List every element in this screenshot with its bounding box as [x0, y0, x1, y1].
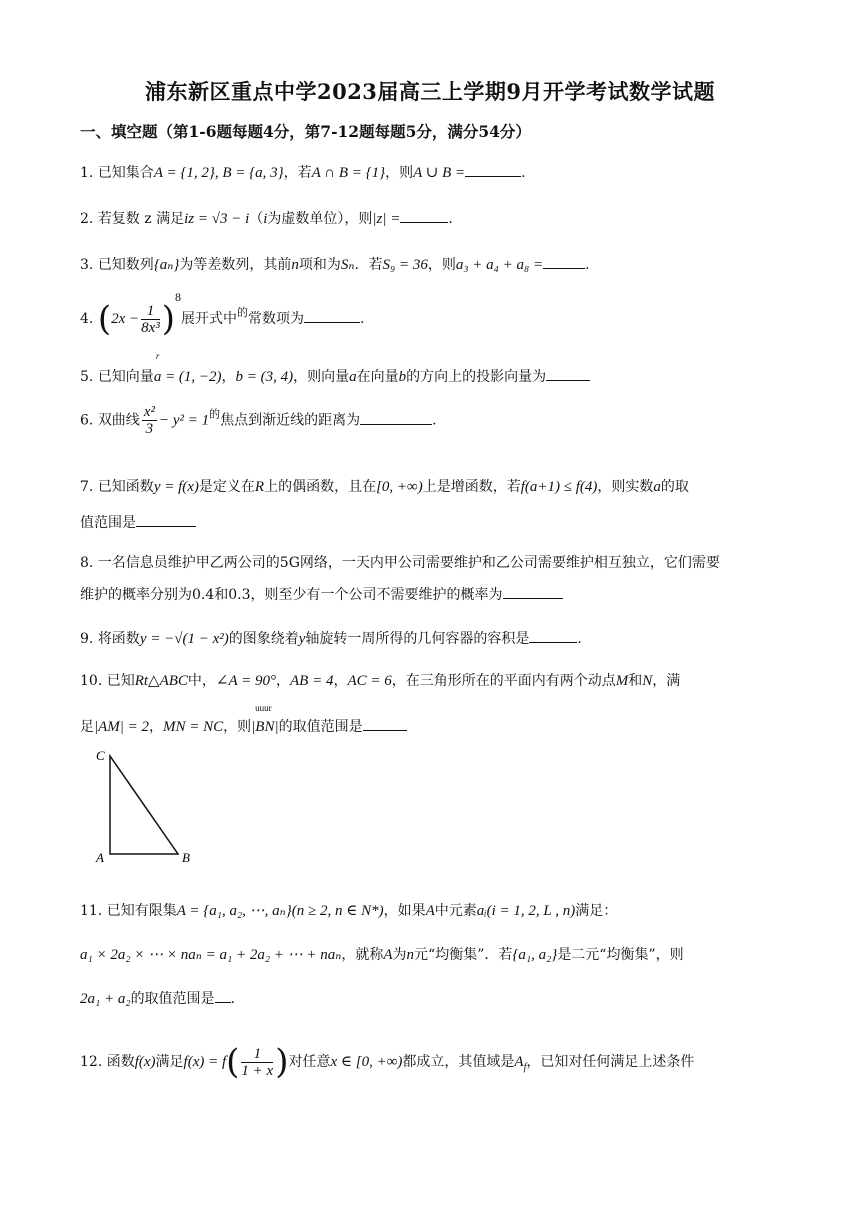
q-math: N [642, 673, 653, 689]
q-math: y = −√(1 − x²) [139, 631, 229, 647]
q-text: 对任意 [288, 1054, 331, 1070]
question-number: 2. [80, 211, 98, 227]
q-math: AB = 4 [290, 673, 334, 689]
q-math: 2x − [111, 311, 140, 327]
q-text: ， [333, 673, 348, 689]
q-text: ，已知对任何满足上述条件 [526, 1054, 695, 1070]
q-math: 2a₁ + a₂ [80, 991, 131, 1007]
triangle-figure [90, 744, 210, 869]
q-text: ，若 [283, 165, 312, 181]
q-math: a₃ + a₄ + a₈ = [455, 257, 544, 273]
vector-bn: |BN| [251, 719, 279, 735]
q-math: f(x) [134, 1054, 156, 1070]
question-number: 1. [80, 165, 98, 181]
question-7-cont [80, 512, 196, 532]
q-math: R [254, 479, 265, 495]
question-12 [80, 1042, 694, 1082]
q-text: 上的偶函数，且在 [264, 479, 377, 495]
q-math: i [263, 211, 268, 227]
q-math: x ∈ [0, +∞) [330, 1054, 403, 1070]
answer-blank[interactable] [363, 716, 407, 731]
question-8-cont [80, 584, 563, 604]
q-text: ，则 [427, 257, 456, 273]
q-text: 的图象绕着 [228, 631, 299, 647]
q-text: 已知集合 [97, 165, 154, 181]
section-heading: 一、填空题（第1-6题每题4分，第7-12题每题5分，满分54分） [80, 122, 531, 141]
q-math: iz = √3 − i [184, 211, 250, 227]
label-b: B [182, 850, 190, 865]
q-text: 上是增函数，若 [422, 479, 521, 495]
answer-blank[interactable] [304, 308, 360, 323]
answer-blank[interactable] [215, 988, 231, 1003]
q-text: 已知函数 [97, 479, 154, 495]
q-text: . [432, 412, 437, 429]
label-a: A [96, 850, 104, 865]
q-math: [0, +∞) [376, 479, 423, 495]
question-7 [80, 476, 689, 496]
question-11-cont2 [80, 988, 235, 1008]
question-number: 5. [80, 369, 98, 385]
q-text: 值范围是 [80, 515, 136, 531]
q-math: b [398, 369, 407, 385]
subscript: f [523, 1061, 527, 1073]
answer-blank[interactable] [543, 254, 585, 269]
question-4 [80, 290, 364, 339]
q-math: ∠A = 90° [215, 673, 277, 689]
q-text: 一名信息员维护甲乙两公司的5G网络，一天内甲公司需要维护和乙公司需要维护相互独立，它们需要 [97, 555, 720, 571]
answer-blank[interactable] [465, 162, 521, 177]
answer-blank[interactable] [529, 628, 577, 643]
q-text: . [360, 311, 365, 327]
q-math: A [514, 1054, 524, 1070]
q-text: 和 [628, 673, 643, 689]
q-text: 展开式中 [181, 311, 238, 327]
frac-den: 3 [145, 421, 154, 437]
question-5 [80, 351, 590, 386]
q-text: 焦点到渐近线的距离为 [220, 412, 361, 429]
q-math: b = (3, 4) [235, 369, 294, 385]
q-text: 满足 [155, 1054, 184, 1070]
q-text: ， [149, 719, 164, 735]
q-math: Rt△ABC [134, 673, 188, 689]
q-text: . [585, 257, 590, 273]
q-text: 的 [209, 407, 221, 421]
question-number: 7. [80, 479, 98, 495]
q-math: A ∩ B = {1} [311, 165, 386, 181]
q-text: 的方向上的投影向量为 [406, 369, 547, 385]
triangle-abc [110, 756, 178, 854]
q-math: − y² = 1 [158, 412, 210, 429]
q-text: 都成立，其值域是 [402, 1054, 515, 1070]
q-math: |AM| = 2 [94, 719, 150, 735]
q-text: 在向量 [356, 369, 399, 385]
q-text: 函数 [106, 1054, 135, 1070]
answer-blank[interactable] [360, 410, 432, 425]
question-6 [80, 404, 437, 437]
frac-num: x² [143, 404, 155, 420]
q-text: ， [221, 369, 236, 385]
q-text: . [230, 991, 236, 1007]
q-text: ， [276, 673, 291, 689]
q-text: 项和为 [298, 257, 341, 273]
q-math: n [291, 257, 299, 273]
answer-blank[interactable] [546, 366, 590, 381]
q-text: 足 [80, 719, 94, 735]
q-text: ，如果 [383, 903, 426, 919]
exam-title: 浦东新区重点中学2023届高三上学期9月开学考试数学试题 [144, 79, 716, 104]
question-10-cont [80, 703, 407, 736]
vector-a: a = (1, −2) [153, 369, 222, 385]
q-text: 为等差数列，其前 [179, 257, 292, 273]
q-text: ．若 [354, 257, 383, 273]
frac-num: 1 [241, 1046, 273, 1063]
q-math: A [425, 903, 435, 919]
q-math: M [615, 673, 629, 689]
right-paren: ) [161, 299, 176, 339]
q-text: 是二元“均衡集”，则 [557, 947, 684, 963]
q-text: ，则 [223, 719, 252, 735]
q-text: （ [249, 211, 264, 227]
q-text: 满足： [575, 903, 618, 919]
question-2 [80, 208, 453, 228]
q-text: 中， [187, 673, 216, 689]
question-3 [80, 254, 590, 274]
q-text: ，则向量 [293, 369, 350, 385]
q-math: {a₁, a₂} [512, 947, 558, 963]
question-number: 4. [80, 311, 98, 327]
q-text: 的取 [660, 479, 689, 495]
question-10 [80, 670, 680, 690]
q-math: AC = 6 [347, 673, 392, 689]
q-math: a [349, 369, 357, 385]
question-number: 8. [80, 555, 98, 571]
answer-blank[interactable] [400, 208, 448, 223]
q-text: 中元素 [434, 903, 477, 919]
frac-den: 8x³ [141, 319, 160, 336]
q-text: 双曲线 [97, 412, 140, 429]
q-text: . [577, 631, 582, 647]
q-math: MN = NC [163, 719, 224, 735]
question-number: 3. [80, 257, 98, 273]
q-text: 为 [392, 947, 407, 963]
question-number: 12. [80, 1054, 107, 1070]
fraction [142, 404, 157, 437]
q-text: 是定义在 [198, 479, 255, 495]
right-paren: ) [275, 1042, 289, 1082]
q-text: 将函数 [97, 631, 140, 647]
q-math: {aₙ} [153, 257, 180, 273]
exponent: 8 [175, 290, 182, 304]
question-8 [80, 552, 720, 572]
left-paren: ( [97, 299, 112, 339]
q-text: . [521, 165, 526, 181]
q-math: A = {a₁, a₂, ⋯, aₙ}(n ≥ 2, n ∈ N*) [176, 903, 384, 919]
answer-blank[interactable] [503, 584, 563, 599]
q-text: ，就称 [341, 947, 384, 963]
q-math: n [406, 947, 415, 963]
q-math: Sₙ [340, 257, 355, 273]
fraction [141, 303, 160, 336]
q-math: f(x) = f [183, 1054, 227, 1070]
question-number: 9. [80, 631, 98, 647]
q-text: ，在三角形所在的平面内有两个动点 [391, 673, 616, 689]
vector-tick: uuur [255, 703, 272, 713]
q-text: . [448, 211, 453, 227]
q-text: 常数项为 [248, 311, 305, 327]
q-math: a₁ × 2a₂ × ⋯ × naₙ = a₁ + 2a₂ + ⋯ + naₙ [80, 947, 342, 963]
question-number: 10. [80, 673, 107, 689]
q-text: ，则 [385, 165, 414, 181]
q-text: 已知向量 [97, 369, 154, 385]
q-text: 元“均衡集”．若 [414, 947, 513, 963]
q-math: A = {1, 2}, B = {a, 3} [153, 165, 284, 181]
q-math: |z| = [372, 211, 401, 227]
q-math: y [298, 631, 306, 647]
q-text: 已知数列 [97, 257, 154, 273]
q-text: 轴旋转一周所得的几何容器的容积是 [305, 631, 530, 647]
q-text: ，则实数 [597, 479, 654, 495]
q-text: 为虚数单位），则 [267, 211, 373, 227]
question-9 [80, 628, 582, 648]
question-11 [80, 900, 617, 920]
vector-tick: r [155, 351, 160, 361]
q-math [251, 703, 279, 735]
answer-blank[interactable] [136, 512, 196, 527]
q-text: 的 [237, 306, 249, 319]
q-math: A [383, 947, 393, 963]
question-number: 6. [80, 412, 98, 429]
q-text: 已知 [106, 673, 135, 689]
q-text: 已知有限集 [106, 903, 177, 919]
q-math: y = f(x) [153, 479, 199, 495]
question-11-cont [80, 944, 684, 964]
q-math: f(a+1) ≤ f(4) [520, 479, 598, 495]
frac-num: 1 [141, 303, 160, 320]
q-math: aᵢ(i = 1, 2, L , n) [476, 903, 576, 919]
q-text: ，满 [652, 673, 681, 689]
q-text: 维护的概率分别为0.4和0.3，则至少有一个公司不需要维护的概率为 [80, 587, 503, 603]
q-text: 的取值范围是 [278, 719, 363, 735]
q-math [153, 351, 222, 385]
q-text: 若复数 z 满足 [97, 211, 185, 227]
frac-den: 1 + x [241, 1062, 274, 1079]
question-1 [80, 162, 526, 182]
question-number: 11. [80, 903, 107, 919]
fraction [241, 1046, 273, 1079]
q-math: A ∪ B = [413, 165, 466, 181]
left-paren: ( [226, 1042, 240, 1082]
label-c: C [96, 748, 105, 763]
q-math: S₉ = 36 [382, 257, 428, 273]
q-text: 的取值范围是 [130, 991, 215, 1007]
q-math: a [653, 479, 661, 495]
